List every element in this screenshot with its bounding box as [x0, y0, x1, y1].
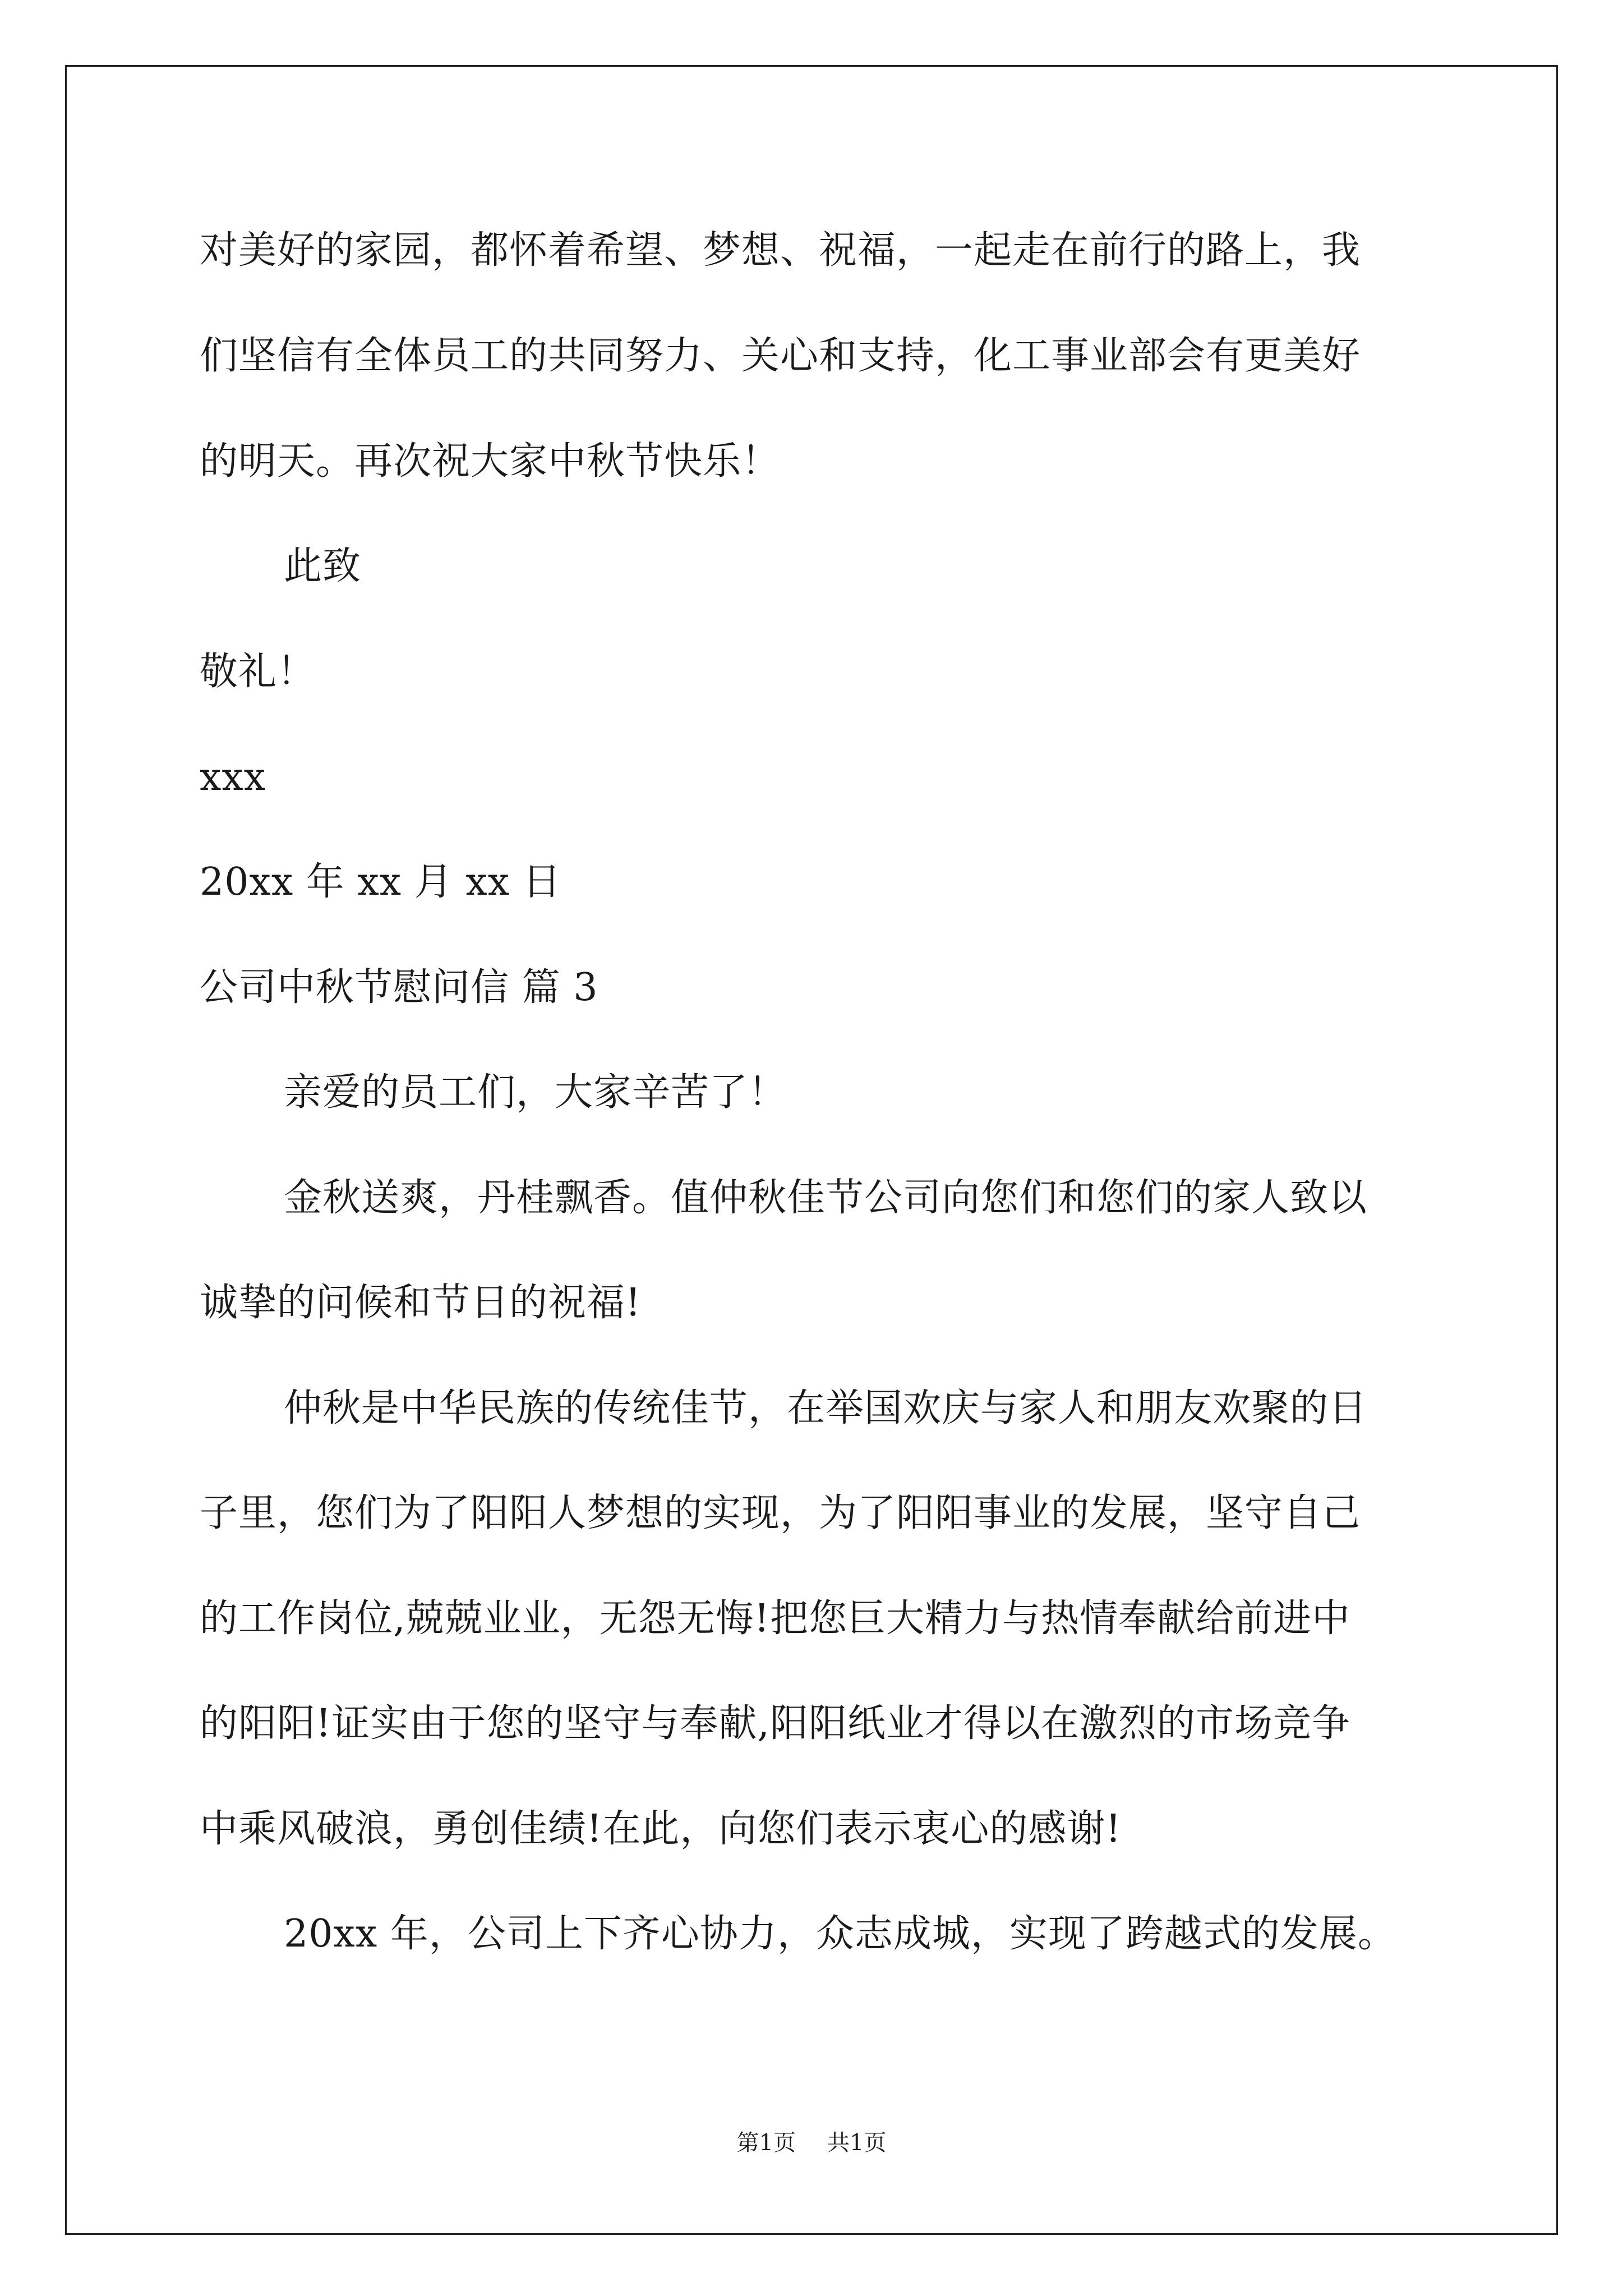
- section-title: 公司中秋节慰问信 篇 3: [200, 965, 598, 1010]
- page-footer: [0, 2129, 1623, 2157]
- body-line: 诚挚的问候和节日的祝福!: [200, 1281, 642, 1325]
- body-line: 中乘风破浪，勇创佳绩!在此，向您们表示衷心的感谢!: [200, 1807, 1122, 1851]
- signature: xxx: [200, 755, 266, 799]
- closing-respect: 敬礼！: [200, 650, 316, 694]
- body-line: 对美好的家园，都怀着希望、梦想、祝福，一起走在前行的路上，我: [200, 228, 1361, 273]
- body-line: 子里，您们为了阳阳人梦想的实现，为了阳阳事业的发展，坚守自己: [200, 1491, 1361, 1535]
- body-line: 的明天。再次祝大家中秋节快乐！: [200, 439, 781, 484]
- body-line: 的阳阳!证实由于您的坚守与奉献,阳阳纸业才得以在激烈的市场竞争: [200, 1701, 1350, 1746]
- body-line: 的工作岗位,兢兢业业，无怨无悔!把您巨大精力与热情奉献给前进中: [200, 1596, 1350, 1641]
- greeting: 亲爱的员工们，大家辛苦了！: [284, 1070, 787, 1115]
- body-line: 金秋送爽，丹桂飘香。值仲秋佳节公司向您们和您们的家人致以: [284, 1176, 1368, 1220]
- body-line: 仲秋是中华民族的传统佳节，在举国欢庆与家人和朋友欢聚的日: [284, 1386, 1368, 1430]
- page-total: 共1页: [827, 2130, 887, 2156]
- date-line: 20xx 年 xx 月 xx 日: [200, 860, 561, 904]
- closing-salutation: 此致: [284, 544, 362, 588]
- page-number: 第1页: [736, 2130, 796, 2156]
- body-line: 们坚信有全体员工的共同努力、关心和支持，化工事业部会有更美好: [200, 334, 1361, 378]
- body-line: 20xx 年，公司上下齐心协力，众志成城，实现了跨越式的发展。: [284, 1912, 1396, 1956]
